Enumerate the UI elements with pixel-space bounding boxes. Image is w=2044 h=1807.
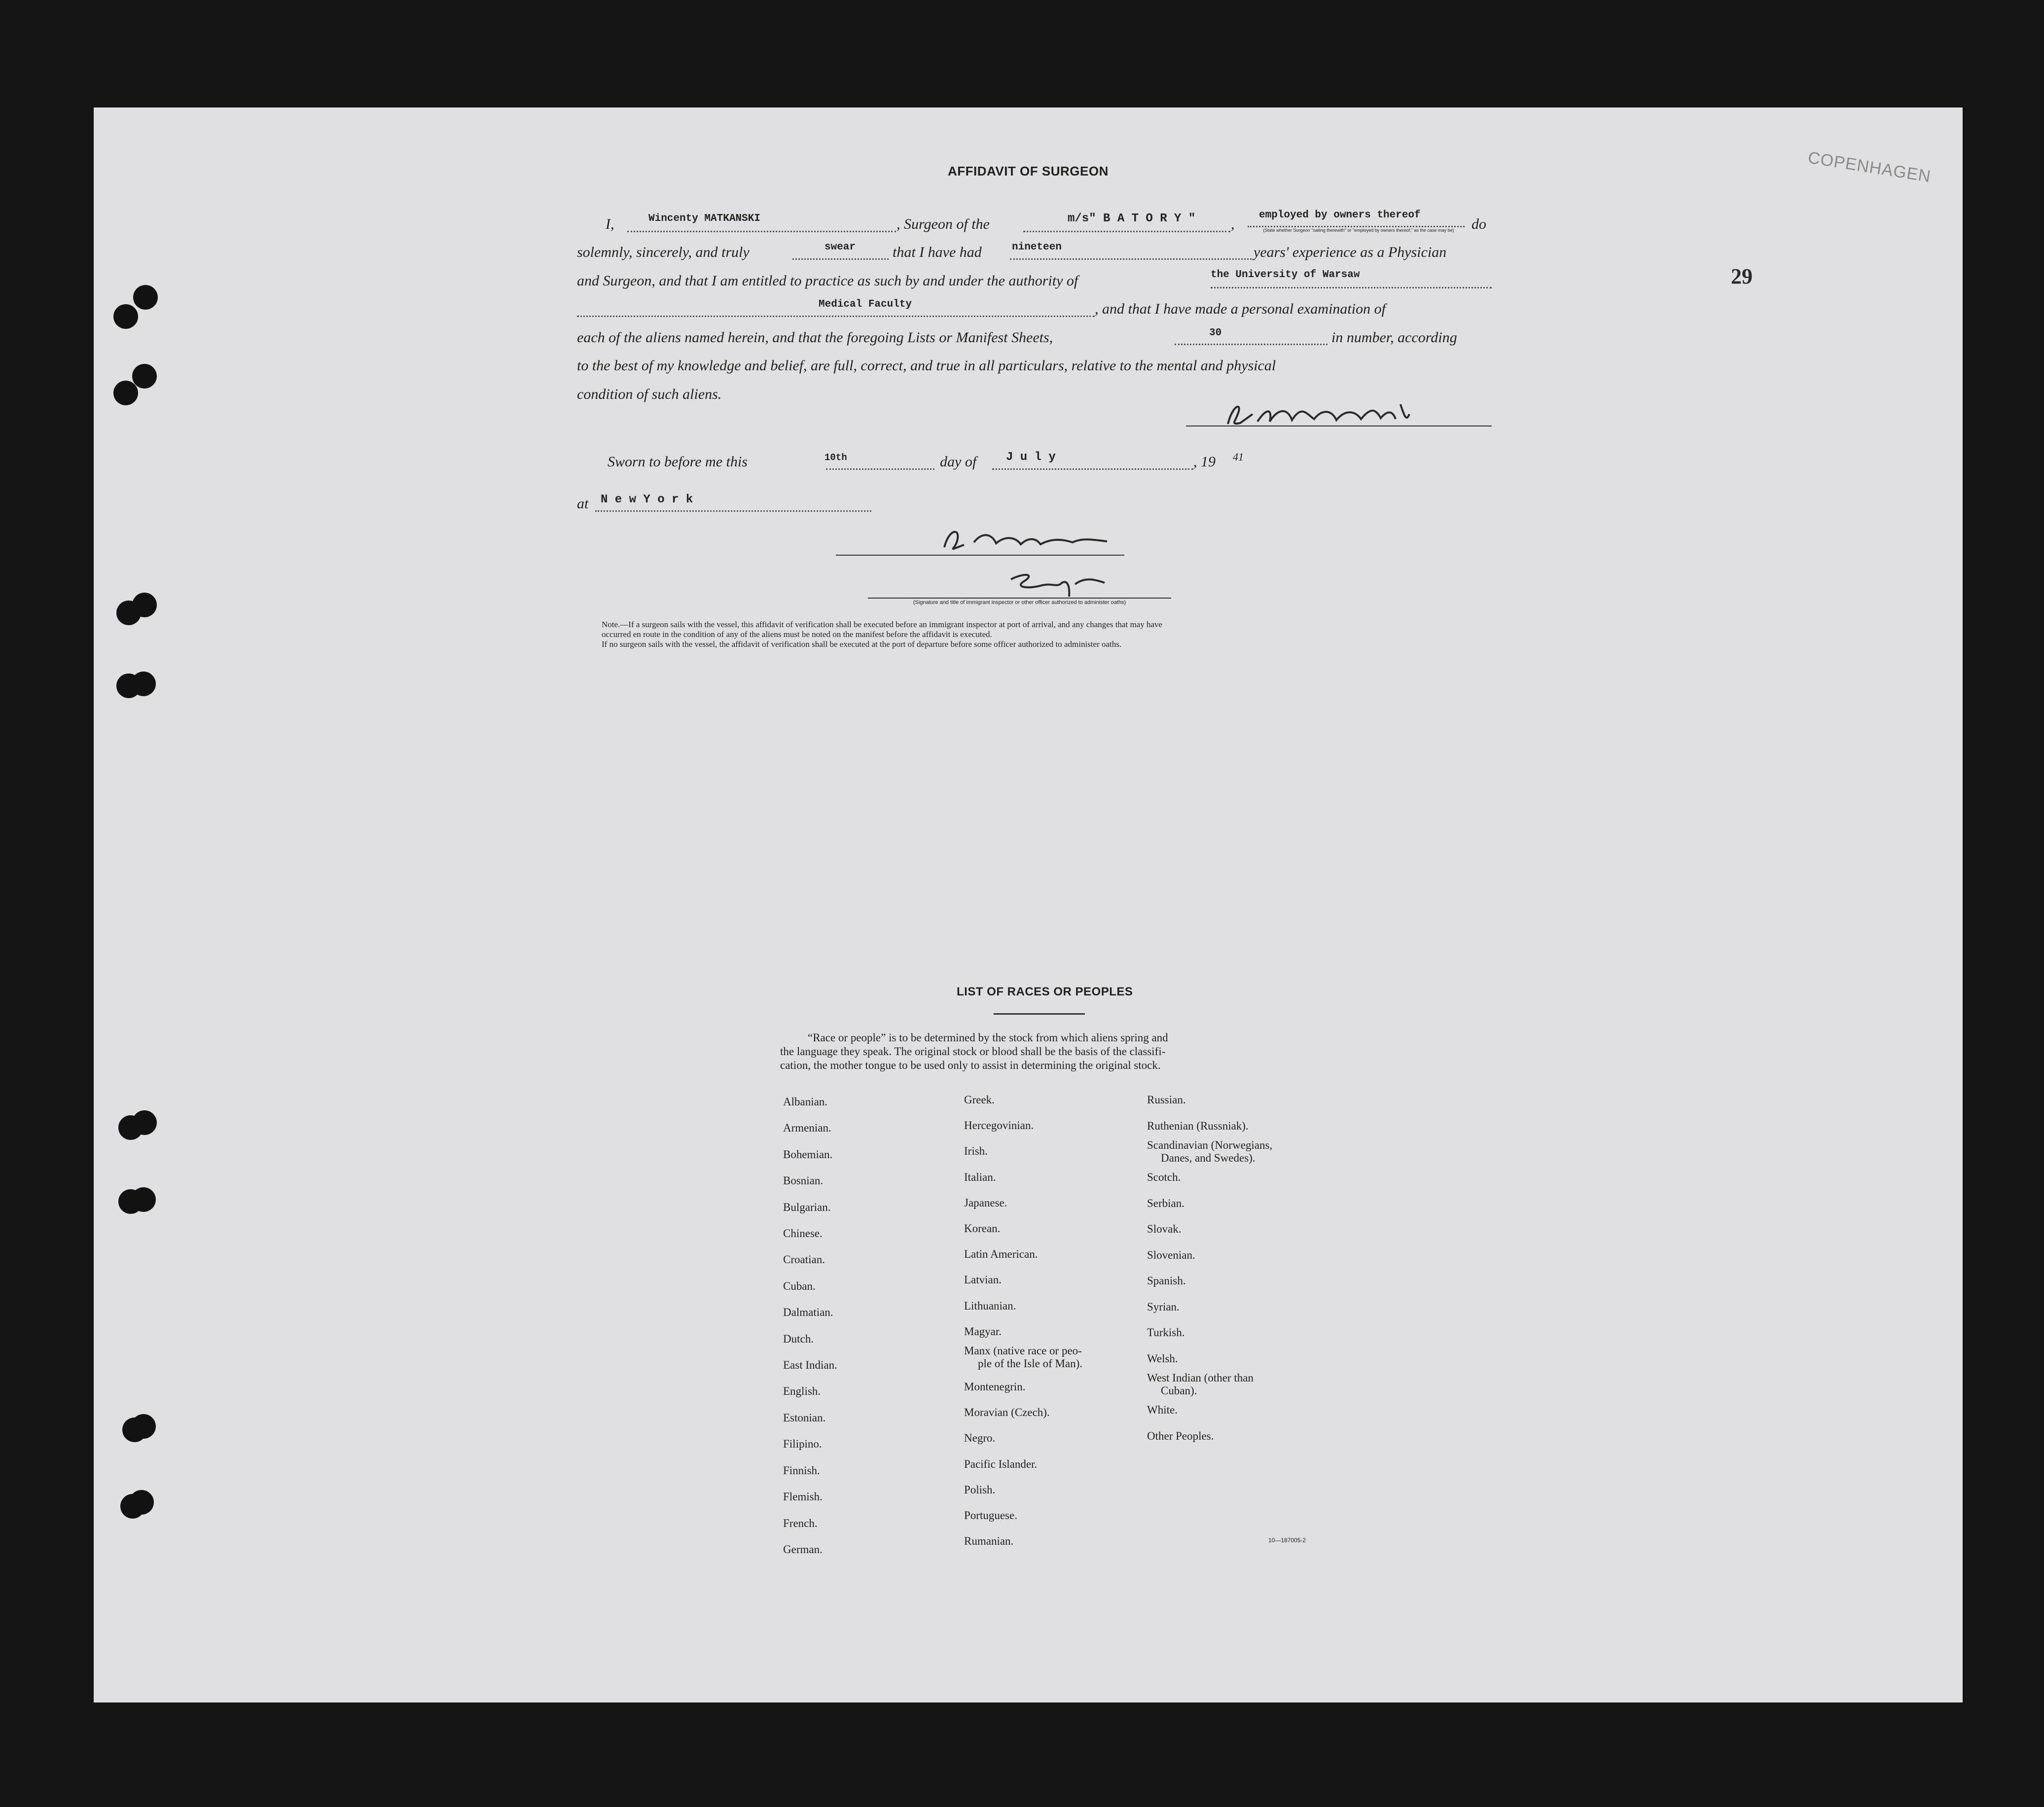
race-item: Cuban. [783, 1279, 816, 1292]
affidavit-text: each of the aliens named herein, and that the foregoing Lists or Manifest Sheets, [577, 329, 1053, 346]
race-item: Dalmatian. [783, 1306, 833, 1319]
sworn-text: Sworn to before me this [608, 454, 748, 470]
punch-hole [116, 601, 141, 625]
fill-line [1023, 231, 1230, 232]
race-item: Turkish. [1147, 1326, 1185, 1339]
vessel-field[interactable]: m/s" B A T O R Y " [1068, 212, 1196, 225]
sworn-month-field[interactable]: J u l y [1006, 451, 1056, 464]
note-line: occurred en route in the condition of any of the aliens must be noted on the manifest before the affidavit is executed. [602, 630, 992, 639]
affidavit-text: and Surgeon, and that I am entitled to practice as such by and under the authority of [577, 273, 1078, 289]
affidavit-text: condition of such aliens. [577, 386, 722, 402]
race-item: French. [783, 1517, 818, 1529]
oath-field[interactable]: swear [825, 242, 856, 253]
race-item: Armenian. [783, 1122, 831, 1134]
punch-hole [118, 1115, 143, 1140]
sworn-day-field[interactable]: 10th [825, 452, 847, 463]
race-item: Filipino. [783, 1438, 822, 1451]
affidavit-text: , and that I have made a personal examination of [1095, 301, 1386, 317]
punch-hole [118, 1189, 143, 1214]
race-item: East Indian. [783, 1359, 837, 1372]
authority-field-2[interactable]: Medical Faculty [819, 299, 912, 310]
affidavit-text: in number, according [1331, 329, 1457, 346]
races-intro: cation, the mother tongue to be used only to assist in determining the original stock. [780, 1059, 1161, 1071]
race-item: Bosnian. [783, 1174, 824, 1187]
race-item: Greek. [964, 1094, 995, 1106]
affidavit-text: , [1231, 216, 1235, 232]
form-number: 10—187005-2 [1268, 1537, 1306, 1544]
sheets-field[interactable]: 30 [1209, 327, 1222, 339]
race-item: Serbian. [1147, 1197, 1185, 1209]
surgeon-name-field[interactable]: Wincenty MATKANSKI [648, 213, 760, 224]
surgeon-signature [1223, 394, 1430, 434]
race-item: Flemish. [783, 1490, 823, 1503]
sworn-text: at [577, 496, 589, 512]
fill-line [1248, 226, 1465, 227]
race-item: English. [783, 1385, 821, 1398]
races-column-3 [1147, 1087, 1272, 1449]
affidavit-title: AFFIDAVIT OF SURGEON [948, 164, 1109, 178]
races-column-1 [783, 1089, 837, 1562]
fill-line [577, 316, 1095, 317]
fill-line [826, 468, 934, 470]
fill-line [627, 231, 896, 232]
officer-signature [937, 523, 1114, 557]
race-item: Slovak. [1147, 1223, 1182, 1235]
punch-hole [122, 1417, 147, 1442]
signature-line [1186, 425, 1492, 426]
race-item: Moravian (Czech). [964, 1406, 1050, 1419]
sworn-year-suffix[interactable]: 41 [1233, 451, 1244, 463]
signature-line [836, 555, 1124, 556]
location-stamp: COPENHAGEN [1806, 148, 1933, 186]
races-column-2 [964, 1087, 1082, 1554]
race-item: Magyar. [964, 1325, 1002, 1338]
race-item: Dutch. [783, 1332, 814, 1345]
fill-line [992, 468, 1193, 470]
punch-hole [113, 381, 138, 405]
race-item: Manx (native race or peo- [964, 1345, 1082, 1357]
affidavit-text: that I have had [893, 244, 982, 260]
race-item: Korean. [964, 1222, 1001, 1235]
races-intro: “Race or people” is to be determined by the stock from which aliens spring and [808, 1031, 1168, 1044]
race-item: Bohemian. [783, 1148, 833, 1161]
race-item: Chinese. [783, 1227, 823, 1240]
officer-title-signature [1006, 567, 1114, 602]
title-rule [994, 1013, 1085, 1015]
fill-line [792, 258, 889, 260]
race-item: West Indian (other than [1147, 1372, 1254, 1384]
race-item: Finnish. [783, 1464, 820, 1477]
race-item: Croatian. [783, 1253, 825, 1266]
race-item: Cuban). [1161, 1384, 1197, 1397]
race-item: Scandinavian (Norwegians, [1147, 1139, 1273, 1151]
years-field[interactable]: nineteen [1012, 242, 1062, 253]
note-line: If no surgeon sails with the vessel, the affidavit of verification shall be executed at the port of departure before some officer authorized to administer oaths. [602, 639, 1122, 649]
race-item: Latin American. [964, 1248, 1038, 1261]
race-item: Rumanian. [964, 1535, 1014, 1548]
race-item: German. [783, 1543, 823, 1556]
punch-hole [113, 304, 138, 329]
race-item: Italian. [964, 1170, 996, 1183]
affidavit-text: do [1471, 216, 1486, 232]
fill-line [1010, 258, 1252, 260]
race-item: Portuguese. [964, 1509, 1017, 1522]
page-number: 29 [1731, 264, 1753, 288]
race-item: Latvian. [964, 1274, 1002, 1286]
race-item: Welsh. [1147, 1352, 1178, 1365]
punch-hole [132, 364, 157, 389]
race-item: Estonian. [783, 1411, 826, 1424]
affidavit-text: solemnly, sincerely, and truly [577, 244, 750, 260]
sworn-place-field[interactable]: N e w Y o r k [601, 493, 693, 506]
race-item: Pacific Islander. [964, 1457, 1038, 1470]
race-item: Montenegrin. [964, 1381, 1026, 1393]
affidavit-text: to the best of my knowledge and belief, are full, correct, and true in all particulars, relative to the mental and physical [577, 357, 1276, 374]
title-line [868, 598, 1171, 599]
sworn-text: day of [940, 454, 977, 470]
race-item: Spanish. [1147, 1275, 1186, 1287]
race-item: Russian. [1147, 1094, 1186, 1106]
affidavit-text: I, [606, 216, 614, 232]
punch-hole [120, 1494, 145, 1519]
race-item: Ruthenian (Russniak). [1147, 1119, 1249, 1132]
race-item: Slovenian. [1147, 1248, 1195, 1261]
authority-field[interactable]: the University of Warsaw [1211, 269, 1360, 281]
fill-line [1175, 344, 1327, 345]
race-item: Danes, and Swedes). [1161, 1152, 1255, 1164]
note-line: Note.—If a surgeon sails with the vessel, this affidavit of verification shall be executed before an immigrant inspector at port of arrival, and any changes that may have [602, 620, 1163, 629]
race-item: White. [1147, 1404, 1178, 1416]
races-title: LIST OF RACES OR PEOPLES [957, 985, 1133, 998]
race-item: Negro. [964, 1432, 996, 1445]
sworn-text: , 19 [1193, 454, 1216, 470]
officer-caption: (Signature and title of immigrant inspector or other officer authorized to administer oaths) [913, 600, 1126, 605]
fill-line [595, 510, 871, 512]
affidavit-text: years' experience as a Physician [1254, 244, 1447, 260]
races-intro: the language they speak. The original stock or blood shall be the basis of the classifi- [780, 1045, 1166, 1058]
race-item: Bulgarian. [783, 1201, 831, 1213]
race-item: Japanese. [964, 1196, 1007, 1209]
affidavit-text: , Surgeon of the [896, 216, 990, 232]
race-item: ple of the Isle of Man). [978, 1357, 1083, 1370]
race-item: Irish. [964, 1145, 988, 1158]
race-item: Hercegovinian. [964, 1119, 1034, 1132]
employment-field[interactable]: employed by owners thereof [1259, 210, 1421, 221]
race-item: Other Peoples. [1147, 1429, 1214, 1442]
employment-note: (State whether Surgeon "sailing therewith" or "employed by owners thereof," as the case may be) [1263, 228, 1454, 233]
race-item: Lithuanian. [964, 1299, 1016, 1312]
fill-line [1211, 287, 1492, 288]
race-item: Polish. [964, 1483, 996, 1496]
punch-hole [133, 285, 158, 310]
race-item: Syrian. [1147, 1300, 1180, 1313]
race-item: Scotch. [1147, 1171, 1181, 1183]
punch-hole [116, 673, 141, 698]
race-item: Albanian. [783, 1096, 828, 1108]
